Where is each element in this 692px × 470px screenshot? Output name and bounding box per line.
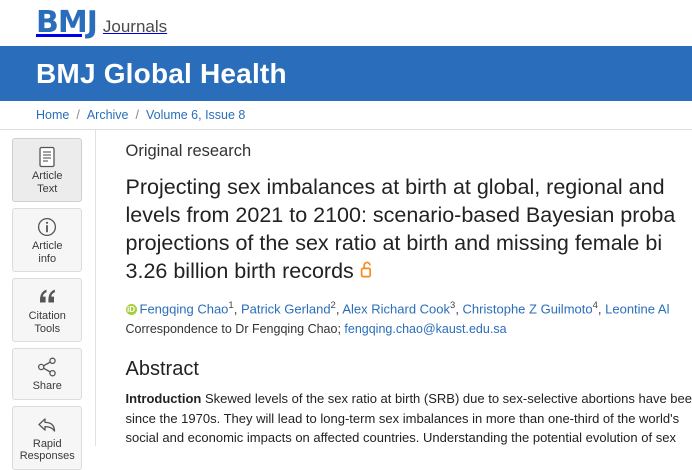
- site-masthead: [0, 0, 692, 46]
- author-link[interactable]: Fengqing Chao: [139, 301, 229, 317]
- author-link[interactable]: Alex Richard Cook: [342, 301, 451, 317]
- page-title: [126, 173, 692, 287]
- correspondence-line: [126, 322, 692, 336]
- article-title-line: projections of the sex ratio at birth and missing female bi: [125, 231, 663, 255]
- author-link[interactable]: Christophe Z Guilmoto: [462, 301, 593, 317]
- rail-item-article-info[interactable]: [12, 208, 82, 272]
- rail-item-label: Article: [31, 240, 63, 252]
- breadcrumb-item-archive[interactable]: Archive: [86, 108, 129, 122]
- rail-item-label: Share: [32, 380, 62, 392]
- author-affiliation-sup: 1: [228, 300, 234, 311]
- correspondence-email-link[interactable]: fengqing.chao@kaust.edu.sa: [344, 322, 507, 337]
- journal-title: BMJ Global Health: [36, 57, 287, 89]
- orcid-icon[interactable]: iD: [127, 305, 136, 315]
- abstract-section-label: Introduction: [125, 391, 202, 407]
- rail-item-label: Article: [31, 170, 63, 182]
- rail-item-label: Rapid: [32, 437, 62, 450]
- rail-item-label: Text: [37, 182, 58, 195]
- rail-item-citation-tools[interactable]: [12, 278, 82, 342]
- author-affiliation-sup: 2: [330, 300, 336, 311]
- breadcrumb-separator: /: [76, 108, 80, 122]
- rail-item-label: Citation: [28, 310, 66, 322]
- document-icon: [15, 146, 79, 168]
- abstract-line: social and economic impacts on affected countries. Understanding the potential evolution of sex: [125, 430, 676, 446]
- abstract-line: since the 1970s. They will lead to long-term sex imbalances in more than one-third of the world's: [125, 410, 680, 426]
- abstract-heading: Abstract: [125, 358, 199, 381]
- rail-item-label: info: [38, 252, 57, 265]
- breadcrumb-item-home[interactable]: Home: [36, 108, 70, 122]
- page-body: [0, 130, 692, 462]
- rail-item-label: Responses: [19, 450, 75, 462]
- bmj-journals-logo[interactable]: [36, 5, 168, 40]
- author-affiliation-sup: 3: [450, 300, 456, 311]
- info-circle-icon: [15, 216, 79, 238]
- article-title-line: Projecting sex imbalances at birth at global, regional and: [125, 175, 665, 199]
- article-title-line: 3.26 billion birth records: [125, 259, 354, 283]
- article-type-label: Original research: [125, 142, 252, 160]
- reply-arrow-icon: [15, 414, 79, 436]
- article-title-line: levels from 2021 to 2100: scenario-based Bayesian proba: [125, 203, 676, 227]
- author-list: iD Fengqing Chao$^1$, Patrick Gerland$^2$, Alex Richard Cook$^3$, Christophe Z Guilmoto$^4$, Leontine Al: [127, 300, 670, 317]
- breadcrumb-item-issue[interactable]: Volume 6, Issue 8: [146, 108, 246, 122]
- journal-title-band: [0, 46, 692, 101]
- rail-item-label: Tools: [34, 322, 61, 335]
- rail-item-article-text[interactable]: [12, 138, 82, 202]
- abstract-line: [126, 389, 692, 409]
- breadcrumb-separator: /: [135, 108, 139, 122]
- breadcrumb: [0, 101, 692, 130]
- open-access-lock-icon: [360, 262, 374, 283]
- article-tools-rail: [0, 130, 96, 462]
- author-affiliation-sup: 4: [592, 300, 598, 311]
- share-icon: [15, 356, 79, 378]
- rail-item-share[interactable]: [12, 348, 82, 400]
- bmj-logo-word: Journals: [102, 17, 168, 36]
- article-content: [96, 130, 692, 446]
- author-link[interactable]: Leontine Al: [605, 301, 670, 317]
- quote-icon: [15, 286, 79, 308]
- correspondence-prefix: Correspondence to Dr Fengqing Chao;: [125, 322, 345, 337]
- bmj-logo-mark: BMJ: [36, 5, 97, 40]
- rail-item-rapid-responses[interactable]: [12, 406, 82, 470]
- author-link[interactable]: Patrick Gerland: [240, 301, 331, 317]
- abstract-paragraph: [126, 389, 692, 448]
- abstract-text: Skewed levels of the sex ratio at birth (SRB) due to sex-selective abortions have bee: [201, 391, 692, 407]
